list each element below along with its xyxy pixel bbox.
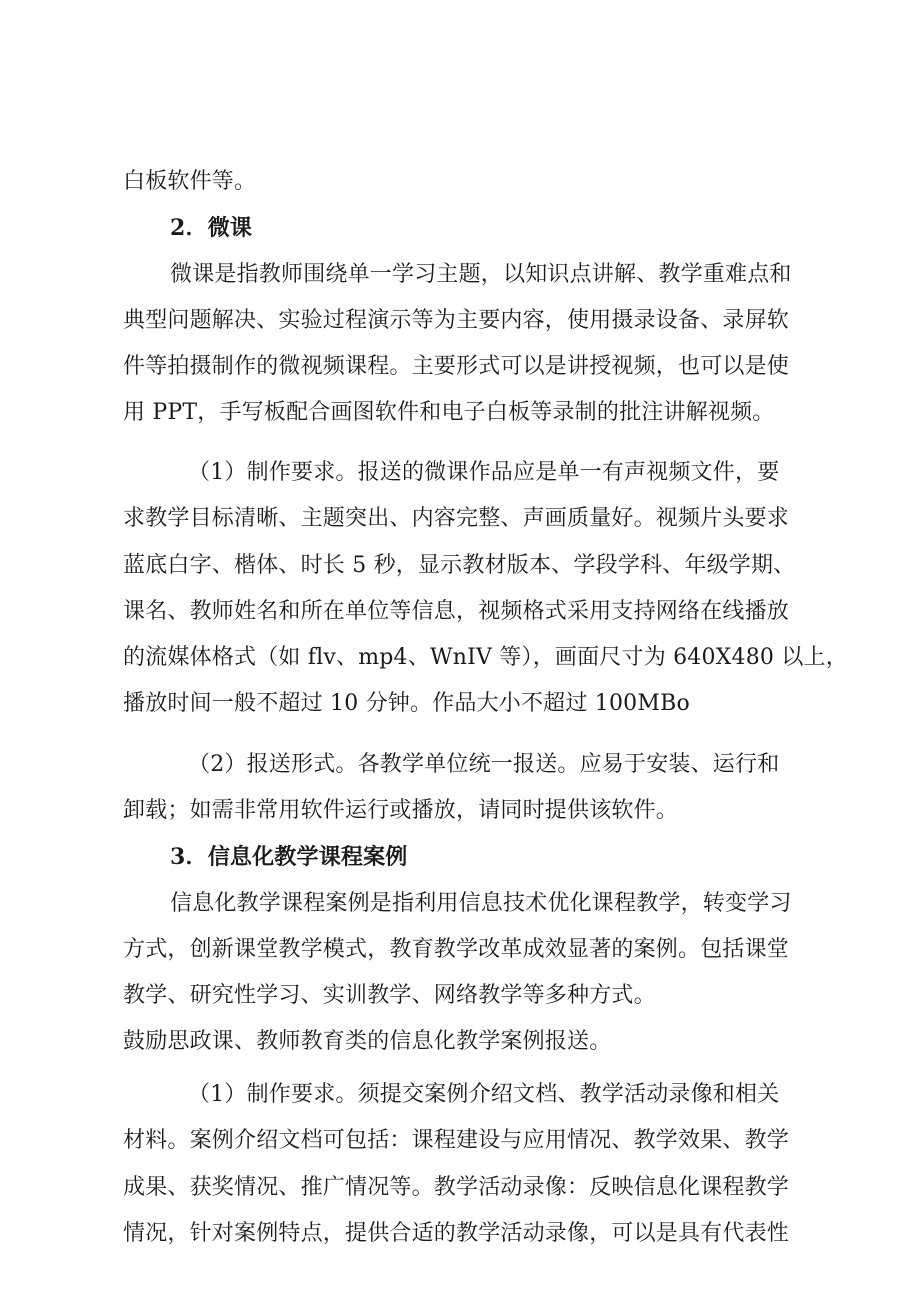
paragraph-line: 成果、获奖情况、推广情况等。教学活动录像：反映信息化课程教学 [123, 1175, 790, 1200]
paragraph-line: 播放时间一般不超过 10 分钟。作品大小不超过 100MBo [123, 691, 690, 716]
paragraph-line: 课名、教师姓名和所在单位等信息，视频格式采用支持网络在线播放 [123, 599, 790, 624]
paragraph-line: 方式，创新课堂教学模式，教育教学改革成效显著的案例。包括课堂 [123, 937, 790, 962]
paragraph-line: 用 PPT，手写板配合画图软件和电子白板等录制的批注讲解视频。 [123, 400, 775, 425]
paragraph-line: 微课是指教师围绕单一学习主题，以知识点讲解、教学重难点和 [170, 262, 792, 287]
paragraph-line: 材料。案例介绍文档可包括：课程建设与应用情况、教学效果、教学 [123, 1128, 790, 1153]
paragraph-line: 件等拍摄制作的微视频课程。主要形式可以是讲授视频，也可以是使 [123, 354, 790, 379]
paragraph-line: 卸载；如需非常用软件运行或播放，请同时提供该软件。 [123, 798, 679, 823]
paragraph-line: 白板软件等。 [123, 169, 257, 194]
paragraph-line: 鼓励思政课、教师教育类的信息化教学案例报送。 [123, 1029, 612, 1054]
paragraph-line: （2）报送形式。各教学单位统一报送。应易于安装、运行和 [188, 752, 780, 777]
paragraph-line: 的流媒体格式（如 flv、mp4、WnIV 等），画面尺寸为 640X480 以上， [123, 645, 848, 670]
section-heading-case-study: 3．信息化教学课程案例 [170, 844, 408, 870]
paragraph-line: （1）制作要求。须提交案例介绍文档、教学活动录像和相关 [188, 1082, 780, 1107]
paragraph-line: 蓝底白字、楷体、时长 5 秒，显示教材版本、学段学科、年级学期、 [123, 553, 796, 578]
section-heading-micro-course: 2．微课 [170, 215, 253, 241]
paragraph-line: 典型问题解决、实验过程演示等为主要内容，使用摄录设备、录屏软 [123, 308, 790, 333]
paragraph-line: （1）制作要求。报送的微课作品应是单一有声视频文件，要 [188, 460, 780, 485]
paragraph-line: 情况，针对案例特点，提供合适的教学活动录像，可以是具有代表性 [123, 1221, 790, 1246]
paragraph-line: 教学、研究性学习、实训教学、网络教学等多种方式。 [123, 983, 656, 1008]
paragraph-line: 信息化教学课程案例是指利用信息技术优化课程教学，转变学习 [170, 891, 792, 916]
paragraph-line: 求教学目标清晰、主题突出、内容完整、声画质量好。视频片头要求 [123, 506, 790, 531]
